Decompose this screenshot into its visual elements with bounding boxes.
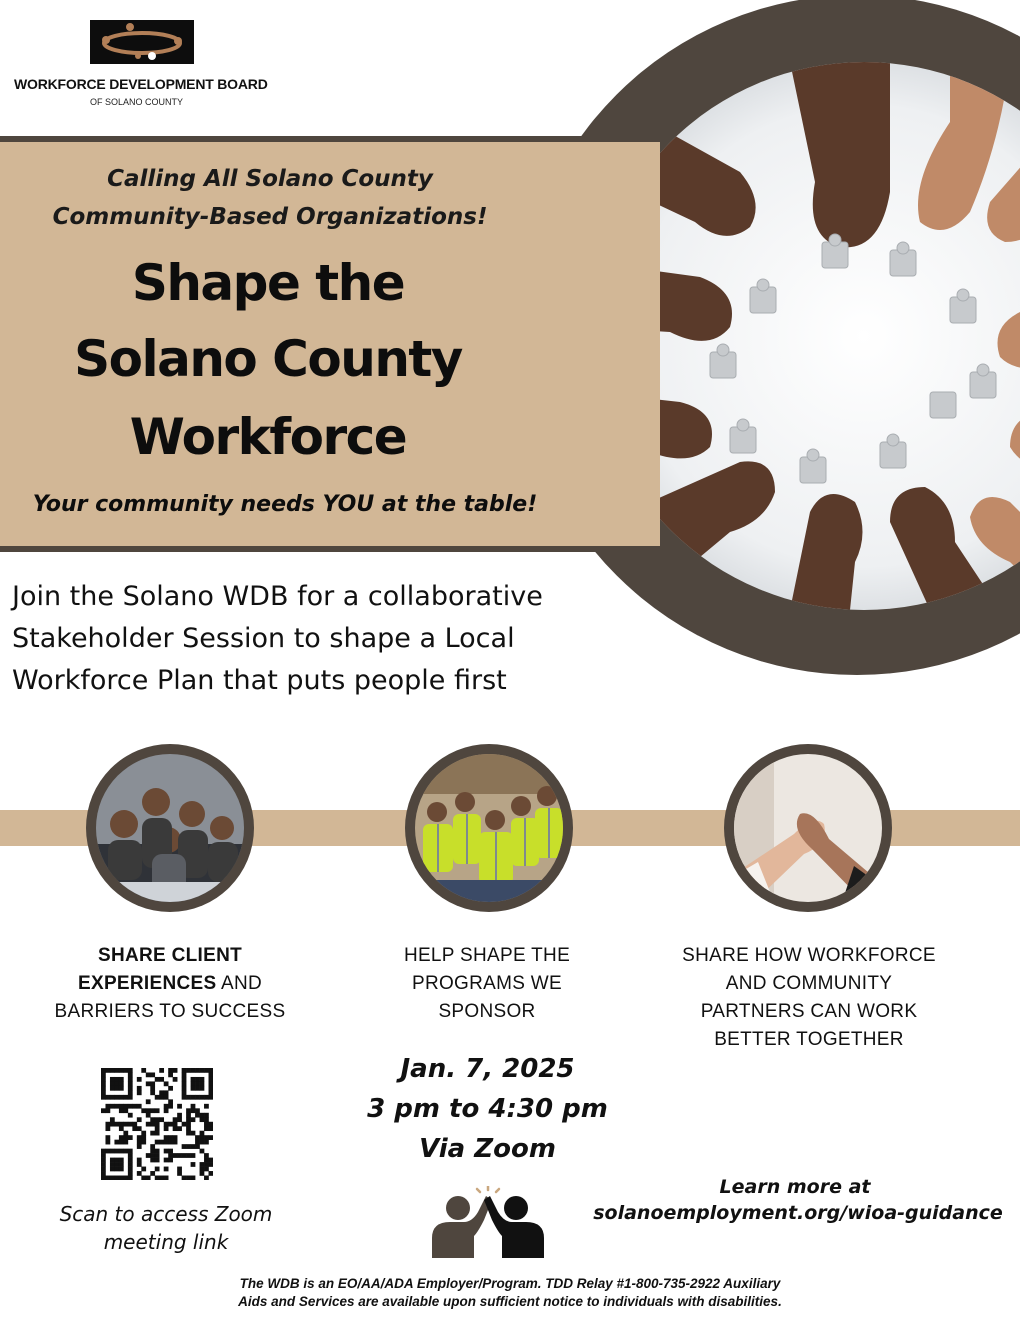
high-five-icon	[428, 1186, 548, 1258]
headline-line-3: Workforce	[129, 408, 407, 466]
event-time: 3 pm to 4:30 pm	[367, 1094, 608, 1124]
qr-caption-line-1: Scan to access Zoom	[59, 1202, 273, 1226]
highlight-work-together	[668, 942, 950, 1054]
highlight-share-experiences	[40, 942, 300, 1026]
highlight-1-line-1: SHARE CLIENT	[98, 945, 242, 966]
highlight-2-line-3: SPONSOR	[438, 1001, 536, 1022]
calling-line-1: Calling All Solano County	[107, 166, 433, 192]
disclaimer-line-1: The WDB is an EO/AA/ADA Employer/Program. TDD Relay #1-800-735-2922 Auxiliary	[239, 1276, 781, 1291]
highlight-2-line-1: HELP SHAPE THE	[403, 945, 571, 966]
intro-text	[12, 576, 652, 702]
workers-photo-circle	[405, 744, 573, 912]
highlight-1-line-2b: AND	[216, 973, 262, 994]
intro-line-2: Stakeholder Session to shape a Local	[12, 623, 515, 654]
event-date: Jan. 7, 2025	[400, 1054, 575, 1084]
highlight-1-line-2a: EXPERIENCES	[78, 973, 217, 994]
intro-line-3: Workforce Plan that puts people first	[12, 665, 507, 696]
hero-banner	[0, 136, 660, 552]
event-venue: Via Zoom	[419, 1134, 556, 1164]
zoom-qr-code[interactable]	[101, 1068, 213, 1180]
highlight-3-line-4: BETTER TOGETHER	[714, 1029, 904, 1050]
wdb-logo	[14, 18, 274, 118]
disclaimer-line-2: Aids and Services are available upon sufficient notice to individuals with disabilities.	[238, 1294, 782, 1309]
highlight-1-line-3: BARRIERS TO SUCCESS	[54, 1001, 286, 1022]
highlight-shape-programs	[365, 942, 609, 1026]
highlight-3-line-1: SHARE HOW WORKFORCE	[682, 945, 936, 966]
highlight-3-line-2: AND COMMUNITY	[725, 973, 893, 994]
headline-line-2: Solano County	[74, 330, 462, 388]
group-photo	[96, 754, 244, 902]
tagline: Your community needs YOU at the table!	[32, 492, 538, 517]
qr-caption	[40, 1200, 292, 1256]
group-photo-circle	[86, 744, 254, 912]
workers-photo	[415, 754, 563, 902]
highlight-2-line-2: PROGRAMS WE	[411, 973, 563, 994]
eo-disclaimer	[150, 1275, 870, 1311]
handshake-photo-circle	[724, 744, 892, 912]
calling-line-2: Community-Based Organizations!	[52, 204, 488, 230]
org-subtitle: OF SOLANO COUNTY	[90, 97, 184, 107]
intro-line-1: Join the Solano WDB for a collaborative	[12, 581, 543, 612]
highlight-3-line-3: PARTNERS CAN WORK	[700, 1001, 918, 1022]
learn-more-label: Learn more at	[719, 1176, 871, 1198]
learn-more-link[interactable]: solanoemployment.org/wioa-guidance	[593, 1202, 1003, 1224]
handshake-photo	[734, 754, 882, 902]
org-name: WORKFORCE DEVELOPMENT BOARD	[14, 76, 268, 92]
headline-line-1: Shape the	[131, 254, 405, 312]
qr-caption-line-2: meeting link	[103, 1230, 229, 1254]
people-ring-logo-icon	[90, 20, 194, 64]
